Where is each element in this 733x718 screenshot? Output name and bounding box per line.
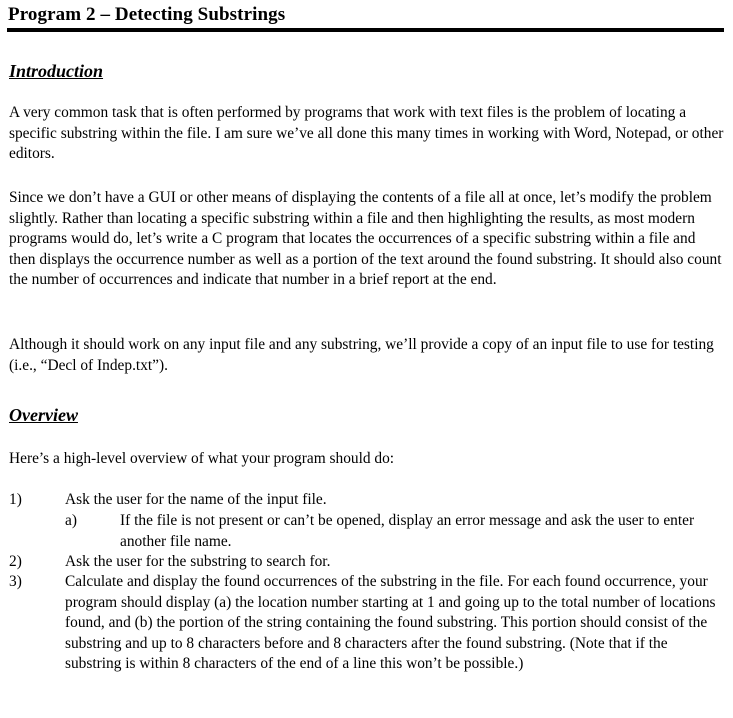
step-2-number: 2) xyxy=(9,553,22,570)
intro-paragraph-1: A very common task that is often performed by programs that work with text files is the problem of locating a specific substring within the file. I am sure we’ve all done this many times in working with Word, Notepad, or other editors. xyxy=(9,104,724,162)
intro-paragraph-2: Since we don’t have a GUI or other means of displaying the contents of a file all at once, let’s modify the problem slightly. Rather than locating a specific substring within a file and then highlighting the results, as most modern programs would do, let’s write a C program that locates the occurrences of a specific substring within a file and then displays the occurrence number as well as a portion of the text around the found substring. It should also count the number of occurrences and indicate that number in a brief report at the end. xyxy=(9,189,722,288)
introduction-heading: Introduction xyxy=(9,61,104,81)
step-3-number: 3) xyxy=(9,573,22,590)
overview-intro: Here’s a high-level overview of what your program should do: xyxy=(9,450,395,467)
intro-paragraph-3: Although it should work on any input file and any substring, we’ll provide a copy of an input file to use for testing (i.e., “Decl of Indep.txt”). xyxy=(9,336,714,374)
step-3-text: Calculate and display the found occurrences of the substring in the file. For each found occurrence, your program should display (a) the location number starting at 1 and going up to the total number of locations found, and (b) the portion of the string containing the found substring. This portion should consist of the substring and up to 8 characters before and 8 characters after the found substring. (Note that if the substring is within 8 characters of the end of a line this won’t be possible.) xyxy=(65,573,716,672)
step-2-text: Ask the user for the substring to search for. xyxy=(65,553,331,570)
title-rule xyxy=(7,28,724,32)
step-1a-letter: a) xyxy=(65,512,77,529)
step-1-text: Ask the user for the name of the input file. xyxy=(65,491,327,508)
overview-heading: Overview xyxy=(9,405,78,425)
document-title: Program 2 – Detecting Substrings xyxy=(8,4,286,25)
step-1a-text: If the file is not present or can’t be opened, display an error message and ask the user to enter another file name. xyxy=(120,512,695,550)
step-1-number: 1) xyxy=(9,491,22,508)
